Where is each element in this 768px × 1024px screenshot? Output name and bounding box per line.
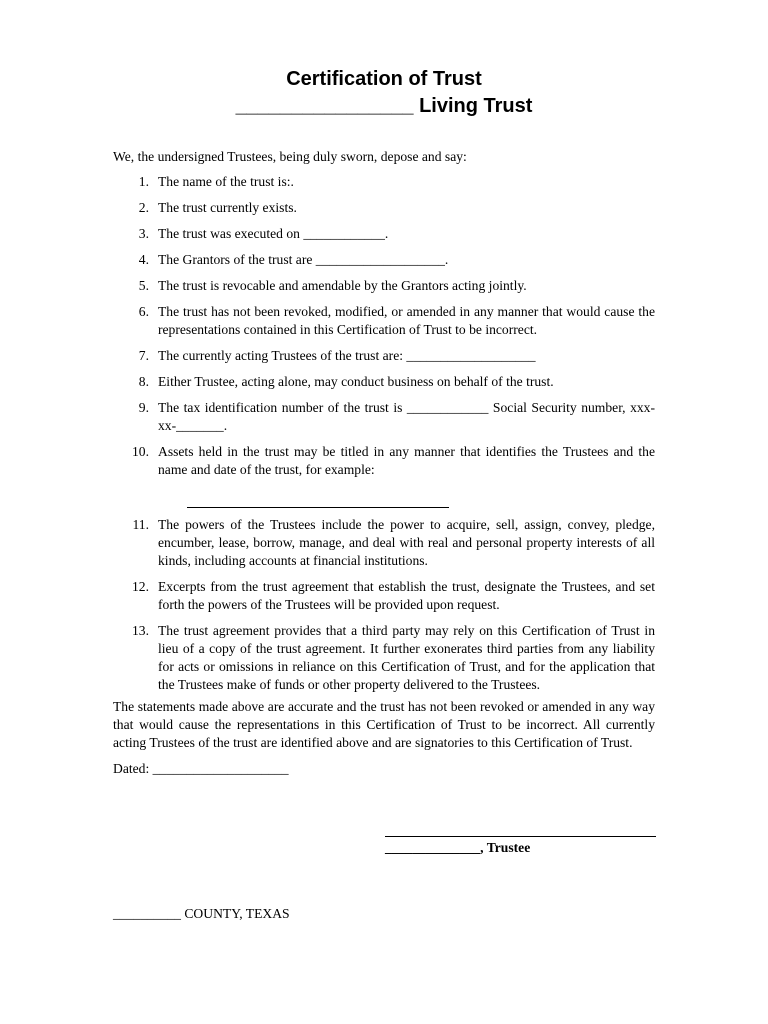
list-item: 2. The trust currently exists. [138,200,297,215]
list-item: 10. Assets held in the trust may be titled in any manner that identifies the Trustees and the name and date of the trust, for example: [113,443,655,508]
document-title [0,66,768,120]
list-item: 4. The Grantors of the trust are ___________________. [138,252,449,267]
document-body [113,148,655,778]
title-line-1: Certification of Trust [286,68,482,90]
list-item: 6. The trust has not been revoked, modified, or amended in any manner that would cause the representations contained in this Certification of Trust to be incorrect. [138,304,655,337]
trustee-label: ______________, Trustee [385,840,531,855]
closing-statement: The statements made above are accurate and the trust has not been revoked or amended in any way that would cause the representations in this Certification of Trust to be incorrect. All currently acting Trustees of the trust are identified above and are signatories to this Certification of Trust. [113,699,655,750]
list-item: 12. Excerpts from the trust agreement that establish the trust, designate the Trustees, and set forth the powers of the Trustees will be provided upon request. [132,579,655,612]
list-item: 3. The trust was executed on ____________. [138,226,389,241]
list-item: 8. Either Trustee, acting alone, may conduct business on behalf of the trust. [138,374,554,389]
intro-text: We, the undersigned Trustees, being duly sworn, depose and say: [113,149,467,164]
list-item: 7. The currently acting Trustees of the trust are: ___________________ [138,348,536,363]
list-item: 11. The powers of the Trustees include the power to acquire, sell, assign, convey, pledge, encumber, lease, borrow, manage, and deal with real and personal property interests of all kinds, including accounts at financial institutions. [132,517,655,568]
title-line-2: ________________ Living Trust [235,95,533,117]
list-item: 1. The name of the trust is:. [138,174,294,189]
dated-line: Dated: ____________________ [113,761,289,776]
list-item: 13. The trust agreement provides that a third party may rely on this Certification of Trust in lieu of a copy of the trust agreement. It further exonerates third parties from any liability for acts or omissions in reliance on this Certification of Trust, and for the application that the Trustees make of funds or other property delivered to the Trustees. [132,623,655,692]
list-item: 9. The tax identification number of the trust is ____________ Social Security number, xxx-xx-_______. [138,400,655,433]
signature-line [385,823,656,837]
signature-block [385,823,657,857]
numbered-list [113,173,655,694]
county-line: __________ COUNTY, TEXAS [113,906,290,921]
list-item: 5. The trust is revocable and amendable by the Grantors acting jointly. [138,278,527,293]
example-blank-line [187,493,449,508]
